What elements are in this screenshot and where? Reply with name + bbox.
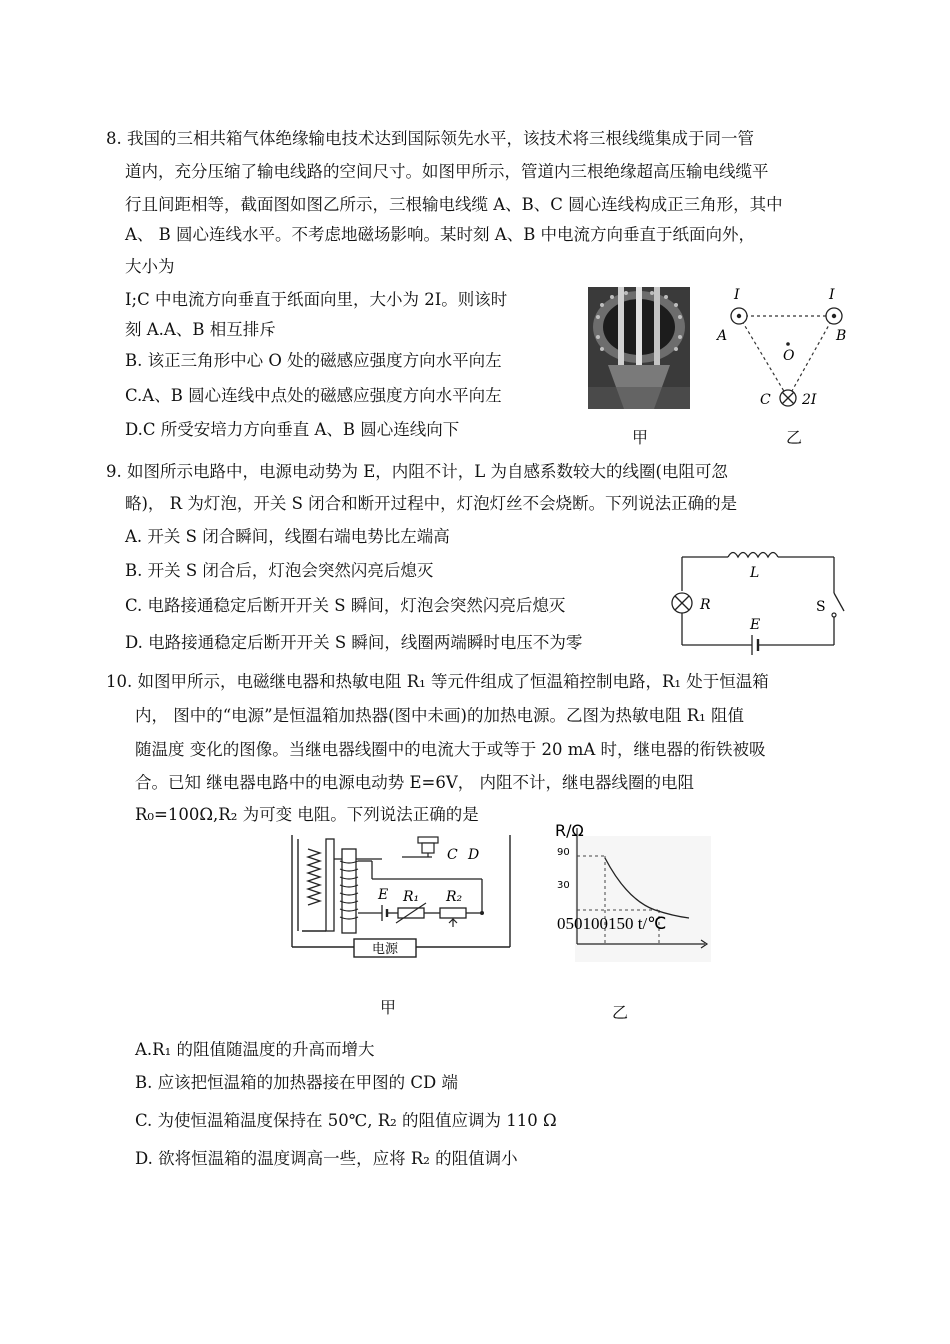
inductor-icon <box>728 553 778 558</box>
power-label: 电源 <box>371 942 399 957</box>
q10-relay-circuit <box>282 835 517 965</box>
q9-option-b: B. 开关 S 闭合后，灯泡会突然闪亮后熄灭 <box>125 561 434 580</box>
q10-line-1: 10. 如图甲所示，电磁继电器和热敏电阻 R₁ 等元件组成了恒温箱控制电路，R₁ 处于恒温箱 <box>106 672 769 691</box>
label-e: E <box>378 887 389 903</box>
q8-line-6: I;C 中电流方向垂直于纸面向里，大小为 2I。则该时 <box>125 290 508 309</box>
q9-circuit-diagram <box>670 545 850 655</box>
label-r: R <box>700 597 711 613</box>
q8-fig-yi-caption: 乙 <box>786 428 803 447</box>
q10-line-4: 合。已知 继电器电路中的电源电动势 E=6V， 内阻不计，继电器线圈的电阻 <box>135 773 695 792</box>
q8-line-1: 8. 我国的三相共箱气体绝缘输电技术达到国际领先水平，该技术将三根线缆集成于同一管 <box>106 129 754 148</box>
q10-option-a: A.R₁ 的阻值随温度的升高而增大 <box>135 1040 375 1059</box>
label-current-b: I <box>829 287 835 303</box>
q9-line-2: 略)， R 为灯泡，开关 S 闭合和断开过程中，灯泡灯丝不会烧断。下列说法正确的是 <box>125 494 738 513</box>
label-c: C <box>760 392 771 408</box>
label-r1: R₁ <box>403 889 420 905</box>
q10-fig-yi-caption: 乙 <box>612 1003 629 1022</box>
q10-resistance-graph <box>555 818 715 963</box>
armature-icon <box>326 839 334 931</box>
rheostat-icon <box>440 908 466 918</box>
q8-line-3: 行且间距相等，截面图如图乙所示，三根输电线缆 A、B、C 圆心连线构成正三角形，其中 <box>125 195 783 214</box>
x-axis-label: 050100150 t/℃ <box>557 914 667 933</box>
label-a: A <box>717 328 728 344</box>
switch-icon <box>834 593 844 611</box>
spring-icon <box>308 849 320 905</box>
q8-triangle-diagram <box>712 288 852 418</box>
label-b: B <box>836 328 847 344</box>
q8-option-c: C.A、B 圆心连线中点处的磁感应强度方向水平向左 <box>125 386 502 405</box>
q8-line-2: 道内，充分压缩了输电线路的空间尺寸。如图甲所示，管道内三根绝缘超高压输电线缆平 <box>125 162 769 181</box>
y-tick-90: 90 <box>557 847 570 858</box>
q10-fig-jia-caption: 甲 <box>380 998 397 1017</box>
y-tick-30: 30 <box>557 880 570 891</box>
q10-option-d: D. 欲将恒温箱的温度调高一些，应将 R₂ 的阻值调小 <box>135 1149 518 1168</box>
q9-option-a: A. 开关 S 闭合瞬间，线圈右端电势比左端高 <box>125 527 450 546</box>
label-o: O <box>783 348 795 364</box>
q8-option-b: B. 该正三角形中心 O 处的磁感应强度方向水平向左 <box>125 351 502 370</box>
label-current-a: I <box>734 287 740 303</box>
q10-option-c: C. 为使恒温箱温度保持在 50℃, R₂ 的阻值应调为 110 Ω <box>135 1111 557 1130</box>
q9-option-c: C. 电路接通稳定后断开开关 S 瞬间，灯泡会突然闪亮后熄灭 <box>125 596 566 615</box>
q8-option-a: 刻 A.A、B 相互排斥 <box>125 320 276 339</box>
q8-fig-jia-caption: 甲 <box>632 428 649 447</box>
label-d: D <box>468 847 480 863</box>
q9-line-1: 9. 如图所示电路中，电源电动势为 E，内阻不计，L 为自感系数较大的线圈(电阻可忽 <box>106 462 728 481</box>
y-axis-label: R/Ω <box>555 821 584 840</box>
label-current-c: 2I <box>802 392 817 408</box>
q10-line-5: R₀=100Ω,R₂ 为可变 电阻。下列说法正确的是 <box>135 805 479 824</box>
q10-option-b: B. 应该把恒温箱的加热器接在甲图的 CD 端 <box>135 1073 458 1092</box>
label-e: E <box>750 617 761 633</box>
label-c: C <box>447 847 458 863</box>
label-r2: R₂ <box>446 889 463 905</box>
label-l: L <box>750 565 760 581</box>
q10-line-3: 随温度 变化的图像。当继电器线圈中的电流大于或等于 20 mA 时，继电器的衔铁被吸 <box>135 740 766 759</box>
label-s: S <box>816 599 826 615</box>
q10-line-2: 内， 图中的“电源”是恒温箱加热器(图中未画)的加热电源。乙图为热敏电阻 R₁ 阻值 <box>135 706 745 725</box>
q8-pipe-photo <box>588 287 690 409</box>
q8-option-d: D.C 所受安培力方向垂直 A、B 圆心连线向下 <box>125 420 460 439</box>
q8-line-4: A、 B 圆心连线水平。不考虑地磁场影响。某时刻 A、B 中电流方向垂直于纸面向外， <box>125 225 756 244</box>
q9-option-d: D. 电路接通稳定后断开开关 S 瞬间，线圈两端瞬时电压不为零 <box>125 633 583 652</box>
q8-line-5: 大小为 <box>125 257 175 276</box>
